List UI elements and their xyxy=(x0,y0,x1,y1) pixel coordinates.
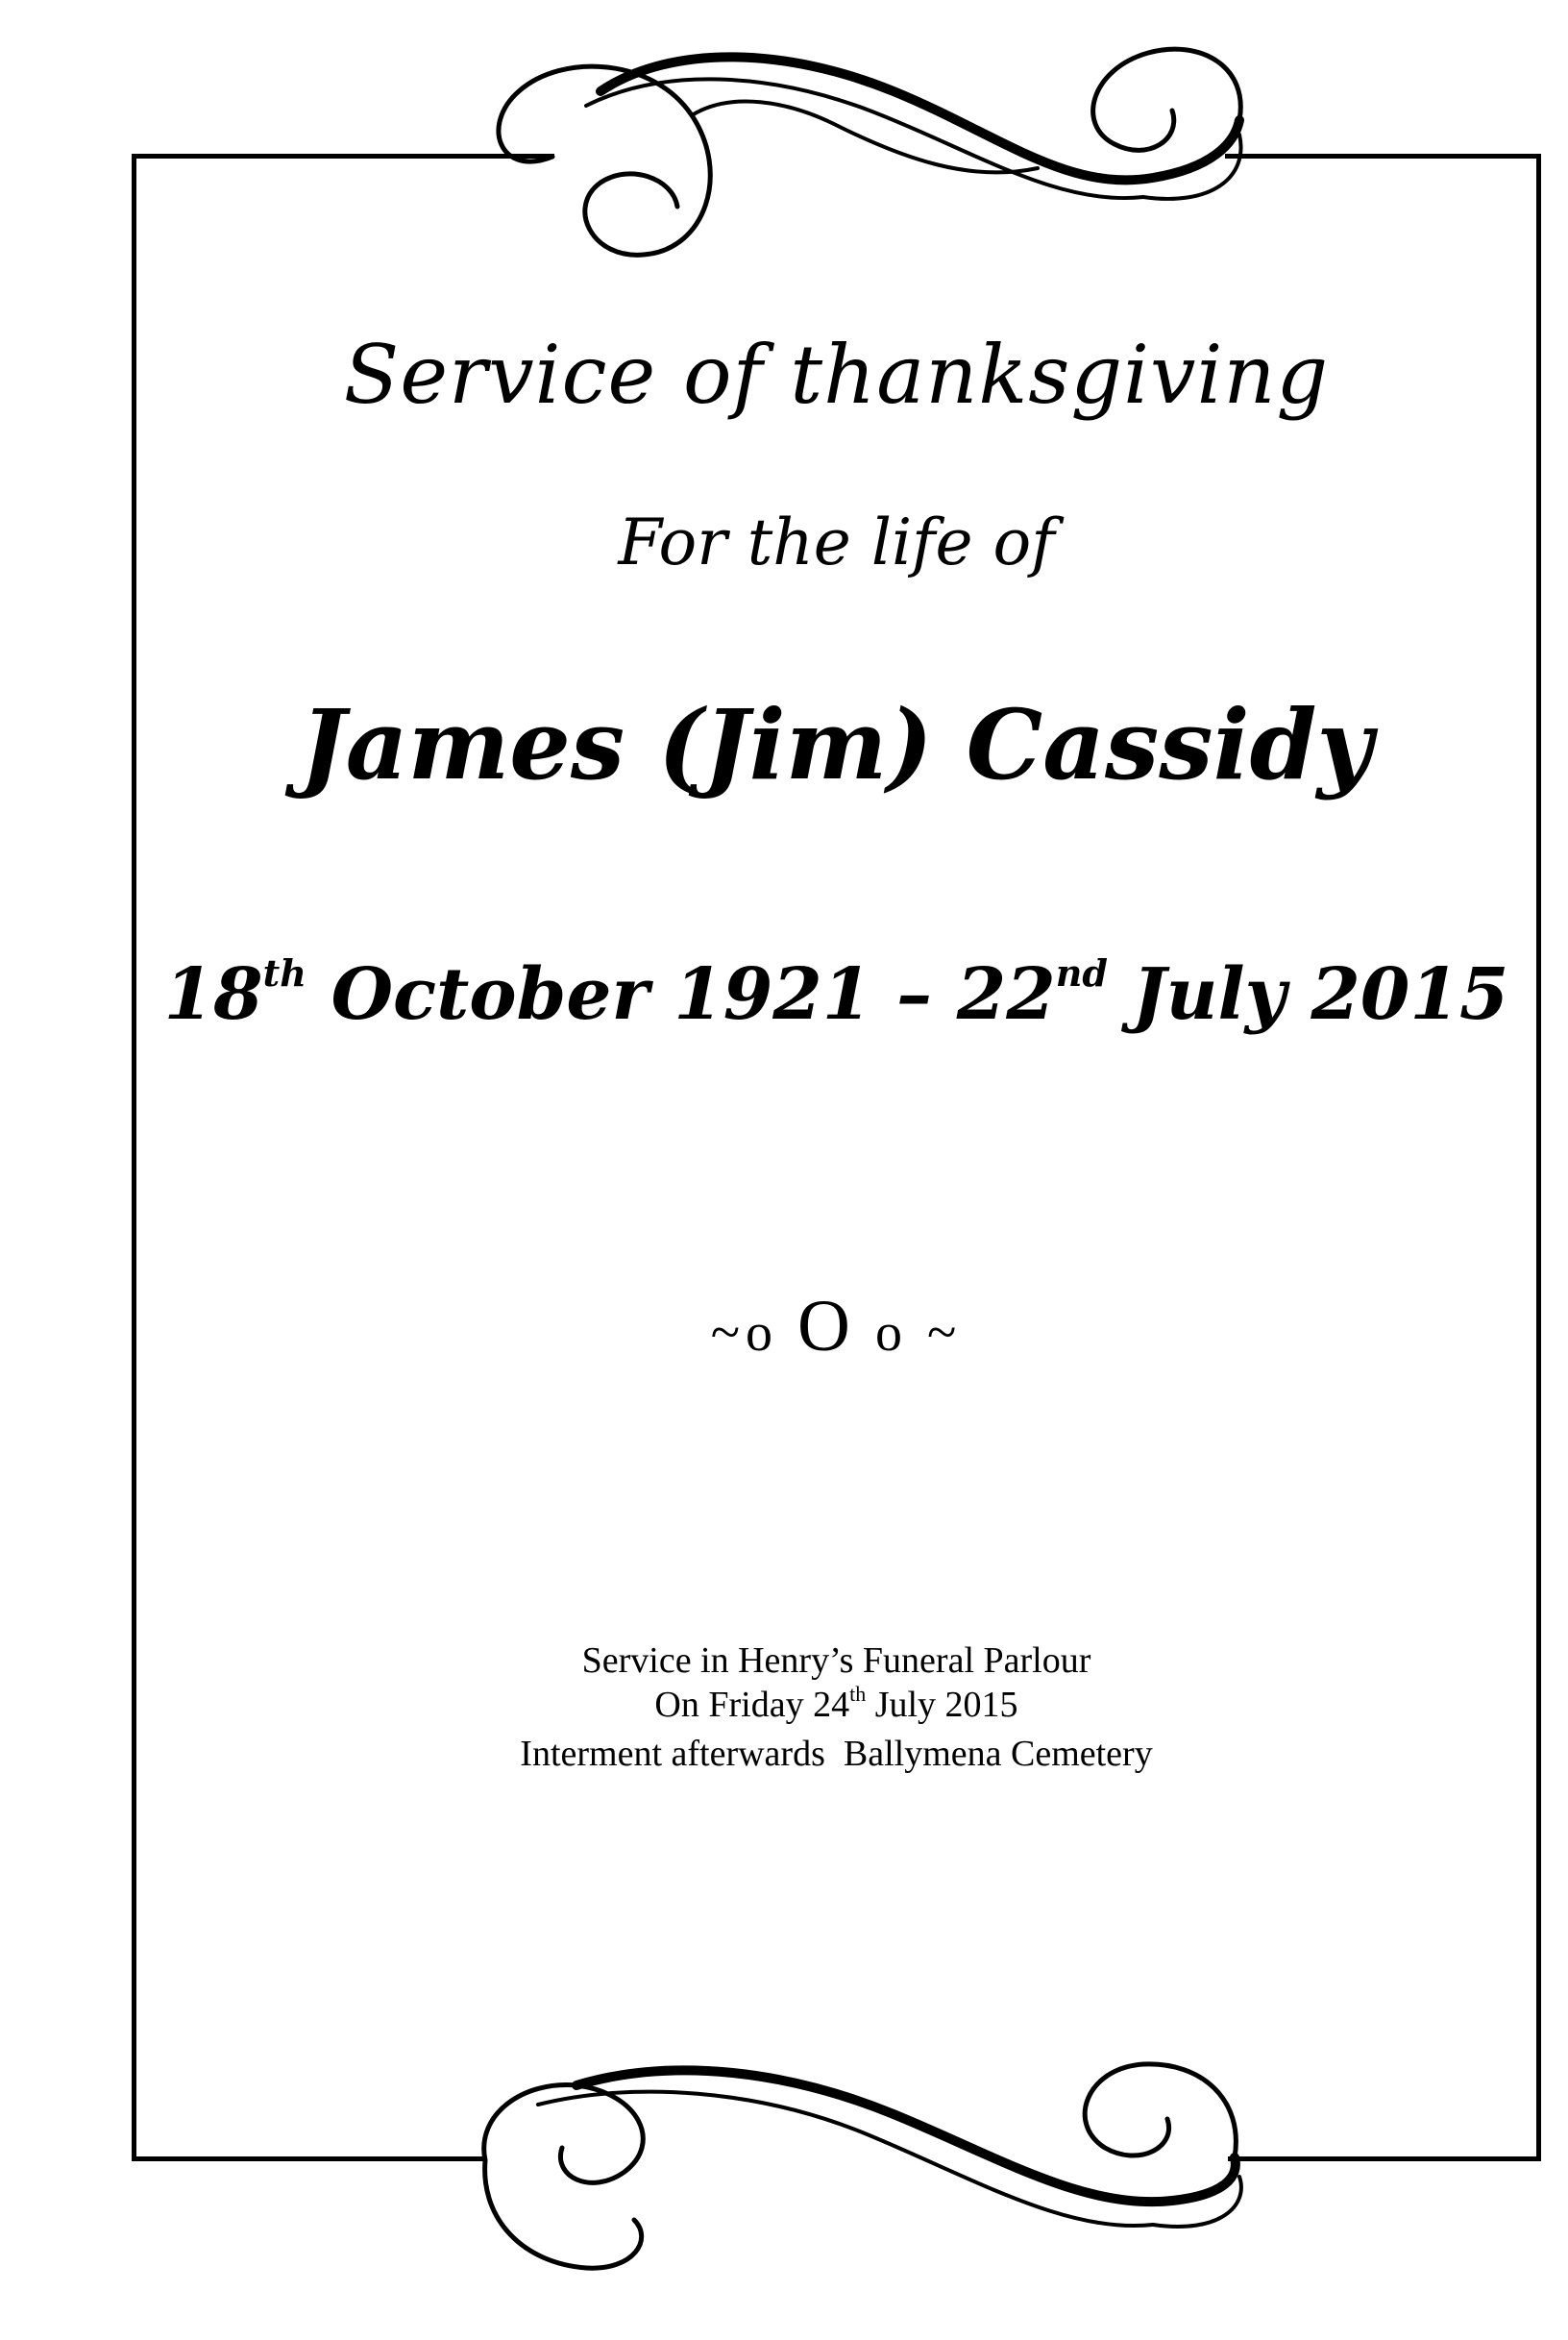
death-day: 22 xyxy=(956,953,1056,1036)
border-bottom-left xyxy=(132,2156,484,2161)
death-day-suffix: nd xyxy=(1055,951,1108,995)
border-right xyxy=(1536,155,1541,2161)
service-date xyxy=(132,1683,1541,1732)
border-bottom-right xyxy=(1228,2156,1541,2161)
for-the-life-of-text: For the life of xyxy=(618,505,1055,579)
for-the-life-of xyxy=(132,505,1541,581)
date-dash: – xyxy=(895,953,932,1036)
service-details xyxy=(132,1638,1541,1776)
service-date-prefix: On Friday 24 xyxy=(654,1685,850,1725)
deceased-name xyxy=(132,687,1541,802)
divider-ornament xyxy=(132,1288,1541,1371)
ornament-small-o-left: o xyxy=(746,1303,779,1363)
birth-day: 18 xyxy=(163,953,263,1036)
border-top-right xyxy=(1225,154,1541,159)
deceased-name-text: James (Jim) Cassidy xyxy=(300,688,1373,801)
ornament-tilde-right: ~ xyxy=(926,1303,963,1363)
border-left xyxy=(132,155,136,2161)
ornament-tilde-left: ~ xyxy=(710,1303,747,1363)
death-month-year: July 2015 xyxy=(1132,953,1509,1036)
service-location: Service in Henry’s Funeral Parlour xyxy=(581,1640,1091,1681)
life-dates xyxy=(132,951,1541,1049)
bottom-flourish-ornament xyxy=(0,1989,1568,2340)
top-flourish-ornament xyxy=(0,0,1568,317)
border-top-left xyxy=(132,154,554,159)
service-title xyxy=(132,327,1541,423)
service-title-text: Service of thanksgiving xyxy=(343,328,1330,422)
birth-month-year: October 1921 xyxy=(331,953,872,1036)
service-date-rest: July 2015 xyxy=(874,1685,1018,1725)
ornament-small-o-right: o xyxy=(874,1303,908,1363)
birth-day-suffix: th xyxy=(262,951,306,995)
ornament-big-o: O xyxy=(797,1286,856,1367)
service-date-suffix: th xyxy=(849,1682,867,1706)
interment-info: Interment afterwards Ballymena Cemetery xyxy=(520,1734,1153,1774)
